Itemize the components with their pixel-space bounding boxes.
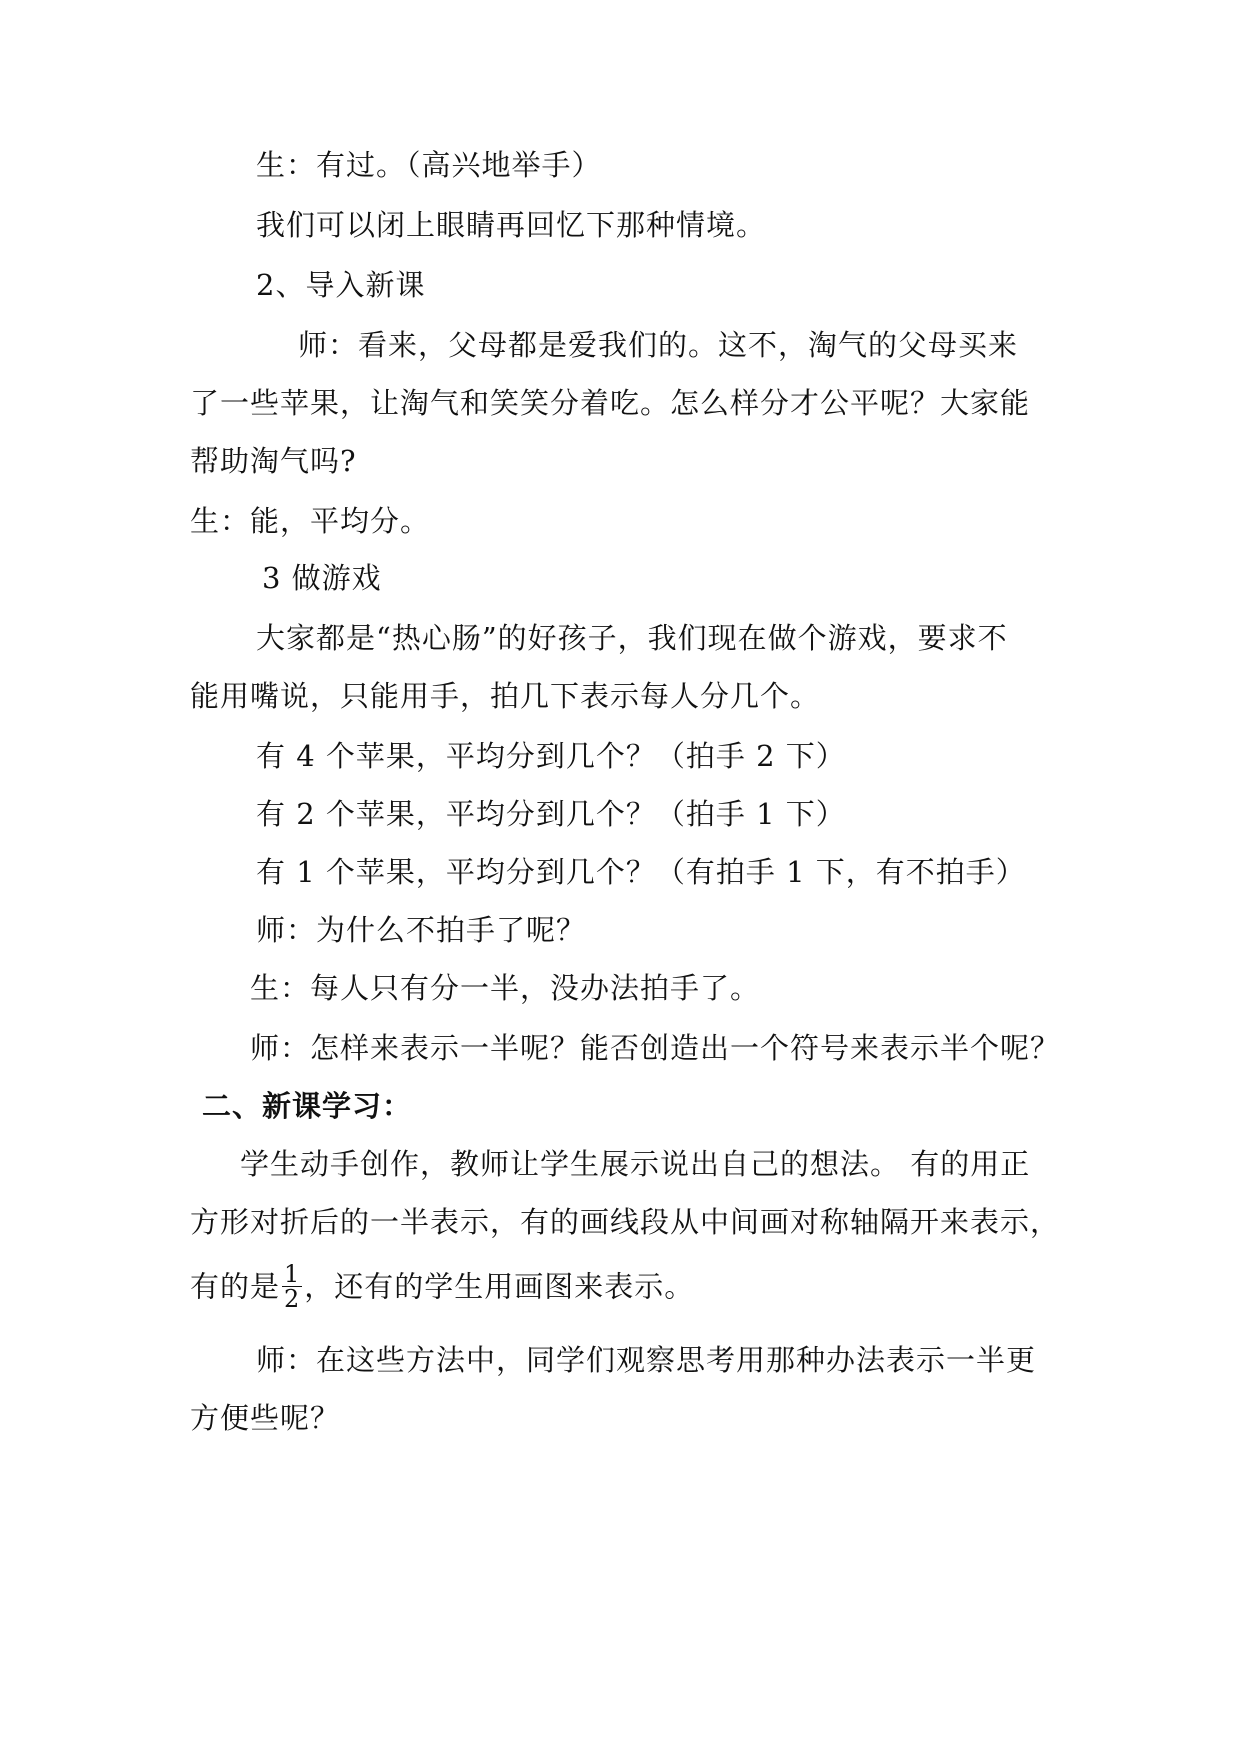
paragraph-line: 有 1 个苹果，平均分到几个？（有拍手 1 下，有不拍手） bbox=[256, 855, 1026, 889]
fraction-numerator: 1 bbox=[284, 1260, 301, 1288]
paragraph-line: 生：每人只有分一半，没办法拍手了。 bbox=[250, 971, 761, 1005]
fraction-one-half bbox=[282, 1262, 302, 1311]
paragraph-line: 生：能，平均分。 bbox=[190, 504, 431, 538]
paragraph-line: 方便些呢？ bbox=[190, 1401, 341, 1435]
paragraph-line: 师：怎样来表示一半呢？能否创造出一个符号来表示半个呢？ bbox=[250, 1031, 1061, 1065]
paragraph-line: 师：看来，父母都是爱我们的。这不，淘气的父母买来 bbox=[298, 328, 1019, 362]
paragraph-line: 大家都是“热心肠”的好孩子，我们现在做个游戏，要求不 bbox=[256, 621, 1008, 655]
paragraph-line: 学生动手创作，教师让学生展示说出自己的想法。 有的用正 bbox=[240, 1147, 1031, 1181]
paragraph-line: 能用嘴说，只能用手，拍几下表示每人分几个。 bbox=[190, 679, 821, 713]
paragraph-line: 有 2 个苹果，平均分到几个？（拍手 1 下） bbox=[256, 797, 846, 831]
paragraph-line: 师：在这些方法中，同学们观察思考用那种办法表示一半更 bbox=[256, 1343, 1037, 1377]
paragraph-line: 师：为什么不拍手了呢？ bbox=[256, 913, 587, 947]
section-heading: 3 做游戏 bbox=[262, 561, 382, 595]
fraction-line-after: ，还有的学生用画图来表示。 bbox=[304, 1269, 695, 1304]
section-heading: 2、导入新课 bbox=[256, 268, 426, 302]
paragraph-line: 了一些苹果，让淘气和笑笑分着吃。怎么样分才公平呢？大家能 bbox=[190, 386, 1031, 420]
fraction-line-before: 有的是 bbox=[190, 1269, 281, 1304]
paragraph-line: 方形对折后的一半表示，有的画线段从中间画对称轴隔开来表示， bbox=[190, 1205, 1061, 1239]
paragraph-line: 有 4 个苹果，平均分到几个？（拍手 2 下） bbox=[256, 739, 846, 773]
paragraph-line: 生：有过。（高兴地举手） bbox=[256, 148, 602, 182]
section-heading: 二、新课学习： bbox=[202, 1089, 413, 1123]
fraction-denominator: 2 bbox=[284, 1285, 301, 1313]
fraction-paragraph-line bbox=[190, 1260, 695, 1313]
paragraph-line: 帮助淘气吗? bbox=[190, 444, 357, 478]
paragraph-line: 我们可以闭上眼睛再回忆下那种情境。 bbox=[256, 208, 767, 242]
